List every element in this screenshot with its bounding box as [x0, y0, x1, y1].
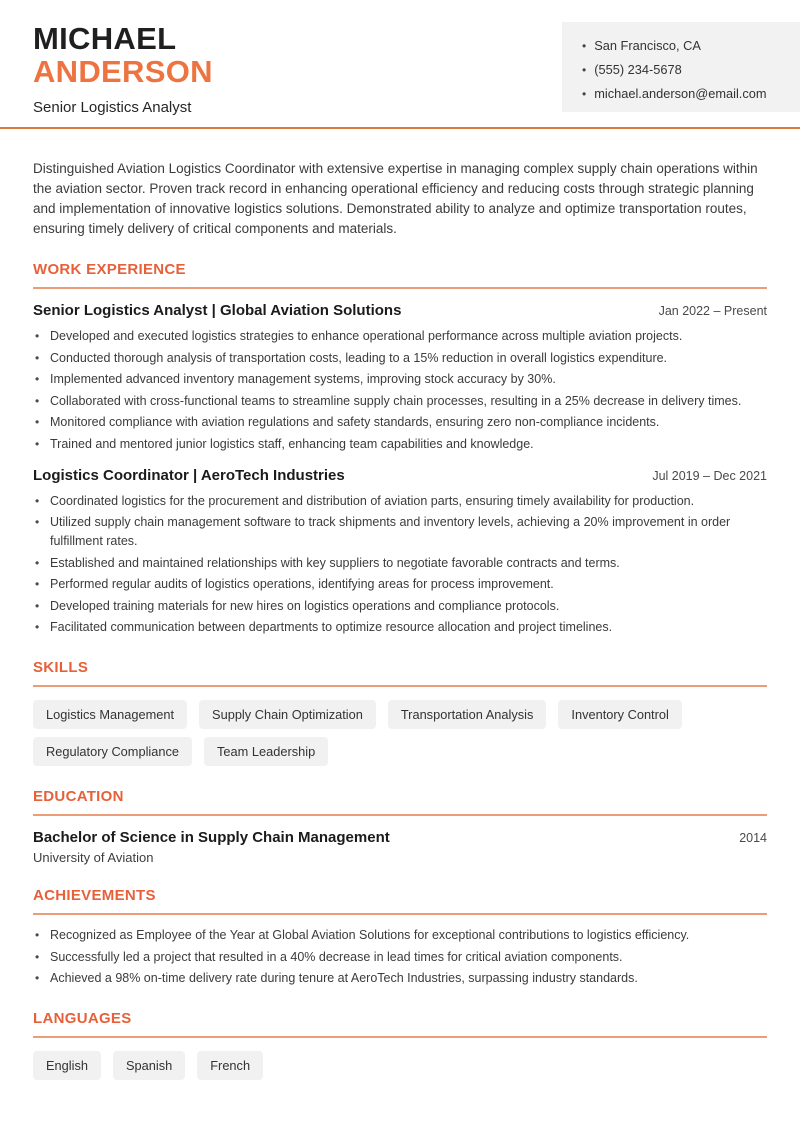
bullet-item: • Conducted thorough analysis of transportation costs, leading to a 15% reduction in overall logistics expenditure.	[33, 349, 767, 368]
skill-pill: Supply Chain Optimization	[199, 700, 376, 729]
degree-title: Bachelor of Science in Supply Chain Management	[33, 829, 390, 846]
contact-phone: • (555) 234-5678	[582, 58, 786, 82]
work-experience-title: WORK EXPERIENCE	[33, 261, 186, 278]
bullet-list	[33, 926, 767, 988]
bullet-item: • Trained and mentored junior logistics staff, enhancing team capabilities and knowledge.	[33, 435, 767, 454]
bullet-item: • Developed and executed logistics strategies to enhance operational performance across multiple aviation projects.	[33, 327, 767, 346]
resume-body	[0, 159, 800, 1080]
skill-pill: Team Leadership	[204, 737, 328, 766]
skill-pill: Logistics Management	[33, 700, 187, 729]
job-title: Logistics Coordinator | AeroTech Industries	[33, 466, 345, 484]
section-rule	[33, 913, 767, 915]
bullet-item: • Monitored compliance with aviation regulations and safety standards, ensuring zero non-compliance incidents.	[33, 413, 767, 432]
job-entry	[33, 467, 767, 638]
languages-pill-row	[33, 1051, 767, 1080]
job-title: Senior Logistics Analyst | Global Aviation Solutions	[33, 302, 402, 319]
skill-pill: Transportation Analysis	[388, 700, 547, 729]
education-title: EDUCATION	[33, 788, 124, 805]
job-entry	[33, 302, 767, 454]
skill-pill: Inventory Control	[558, 700, 681, 729]
work-experience-section	[33, 261, 767, 637]
bullet-item: • Achieved a 98% on-time delivery rate during tenure at AeroTech Industries, surpassing industry standards.	[33, 969, 767, 988]
education-header	[33, 829, 767, 846]
bullet-item: • Recognized as Employee of the Year at Global Aviation Solutions for exceptional contributions to logistics efficiency.	[33, 926, 767, 945]
job-dates: Jul 2019 – Dec 2021	[652, 468, 767, 483]
section-rule	[33, 685, 767, 687]
name-block	[33, 22, 213, 116]
section-rule	[33, 287, 767, 289]
summary-text: Distinguished Aviation Logistics Coordinator with extensive expertise in managing complex supply chain operations within the aviation sector. Proven track record in enhancing operational efficiency and reducing costs through strategic planning and implementation of innovative logistics solutions. Demonstrated ability to analyze and optimize transportation routes, ensuring timely delivery of critical components and materials.	[33, 161, 758, 236]
section-rule	[33, 814, 767, 816]
achievements-section	[33, 887, 767, 988]
bullet-item: • Established and maintained relationships with key suppliers to negotiate favorable contracts and terms.	[33, 554, 767, 573]
language-pill: Spanish	[113, 1051, 185, 1080]
language-pill: English	[33, 1051, 101, 1080]
languages-title: LANGUAGES	[33, 1010, 132, 1027]
skill-pill: Regulatory Compliance	[33, 737, 192, 766]
contact-card	[562, 22, 800, 112]
bullet-item: • Facilitated communication between departments to optimize resource allocation and project timelines.	[33, 618, 767, 637]
last-name: ANDERSON	[33, 54, 213, 89]
job-title-subtitle: Senior Logistics Analyst	[33, 99, 192, 116]
section-rule	[33, 1036, 767, 1038]
education-entry	[33, 829, 767, 865]
bullet-item: • Coordinated logistics for the procurement and distribution of aviation parts, ensuring timely availability for production.	[33, 492, 767, 511]
job-dates: Jan 2022 – Present	[658, 304, 767, 318]
achievements-title: ACHIEVEMENTS	[33, 887, 156, 904]
bullet-list	[33, 492, 767, 638]
skills-title: SKILLS	[33, 659, 89, 676]
education-section	[33, 788, 767, 865]
job-header	[33, 302, 767, 319]
resume-header	[0, 0, 800, 129]
skills-pill-row	[33, 700, 767, 766]
bullet-list	[33, 327, 767, 454]
skills-section	[33, 659, 767, 766]
job-header	[33, 467, 767, 484]
contact-email: • michael.anderson@email.com	[582, 82, 786, 106]
bullet-item: • Successfully led a project that resulted in a 40% decrease in lead times for critical aviation components.	[33, 948, 767, 967]
contact-location: • San Francisco, CA	[582, 34, 786, 58]
bullet-item: • Collaborated with cross-functional teams to streamline supply chain processes, resulting in a 25% decrease in delivery times.	[33, 392, 767, 411]
school-name: University of Aviation	[33, 850, 154, 865]
languages-section	[33, 1010, 767, 1080]
language-pill: French	[197, 1051, 263, 1080]
bullet-item: • Performed regular audits of logistics operations, identifying areas for process improvement.	[33, 575, 767, 594]
bullet-item: • Developed training materials for new hires on logistics operations and compliance protocols.	[33, 597, 767, 616]
first-name: MICHAEL	[33, 21, 177, 56]
bullet-item: • Implemented advanced inventory management systems, improving stock accuracy by 30%.	[33, 370, 767, 389]
bullet-item: • Utilized supply chain management software to track shipments and inventory levels, achieving a 20% improvement in order fulfillment rates.	[33, 513, 767, 551]
education-year: 2014	[739, 831, 767, 845]
